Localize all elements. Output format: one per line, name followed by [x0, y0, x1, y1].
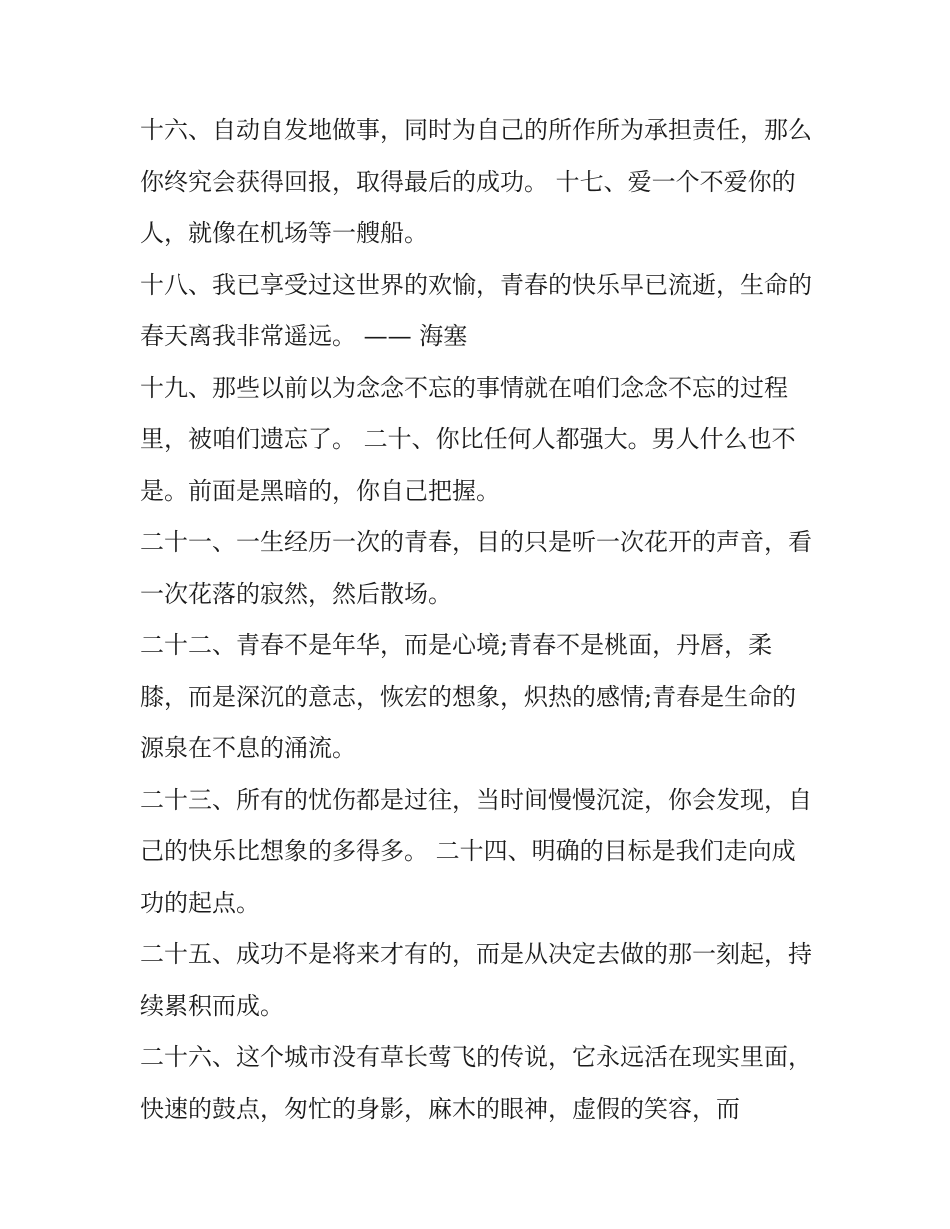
paragraph-19-20: 十九、那些以前以为念念不忘的事情就在咱们念念不忘的过程里，被咱们遗忘了。 二十、你比任何人都强大。男人什么也不是。前面是黑暗的，你自己把握。	[140, 373, 796, 505]
paragraph-25: 二十五、成功不是将来才有的，而是从决定去做的那一刻起，持续累积而成。	[140, 940, 812, 1020]
paragraph-26: 二十六、这个城市没有草长莺飞的传说，它永远活在现实里面，快速的鼓点，匆忙的身影，麻木的眼神，虚假的笑容，而	[140, 1043, 812, 1123]
paragraph-16-17: 十六、自动自发地做事，同时为自己的所作所为承担责任，那么你终究会获得回报，取得最后的成功。 十七、爱一个不爱你的人，就像在机场等一艘船。	[140, 116, 812, 247]
paragraph-21: 二十一、一生经历一次的青春，目的只是听一次花开的声音，看一次花落的寂然，然后散场。	[140, 528, 812, 608]
paragraph-22: 二十二、青春不是年华，而是心境;青春不是桃面，丹唇，柔膝，而是深沉的意志，恢宏的想象，炽热的感情;青春是生命的源泉在不息的涌流。	[140, 631, 797, 762]
document-body	[140, 105, 812, 1135]
paragraph-23-24: 二十三、所有的忧伤都是过往，当时间慢慢沉淀，你会发现，自己的快乐比想象的多得多。 二十四、明确的目标是我们走向成功的起点。	[140, 785, 812, 917]
paragraph-18: 十八、我已享受过这世界的欢愉，青春的快乐早已流逝，生命的春天离我非常遥远。 —— 海塞	[140, 270, 812, 350]
